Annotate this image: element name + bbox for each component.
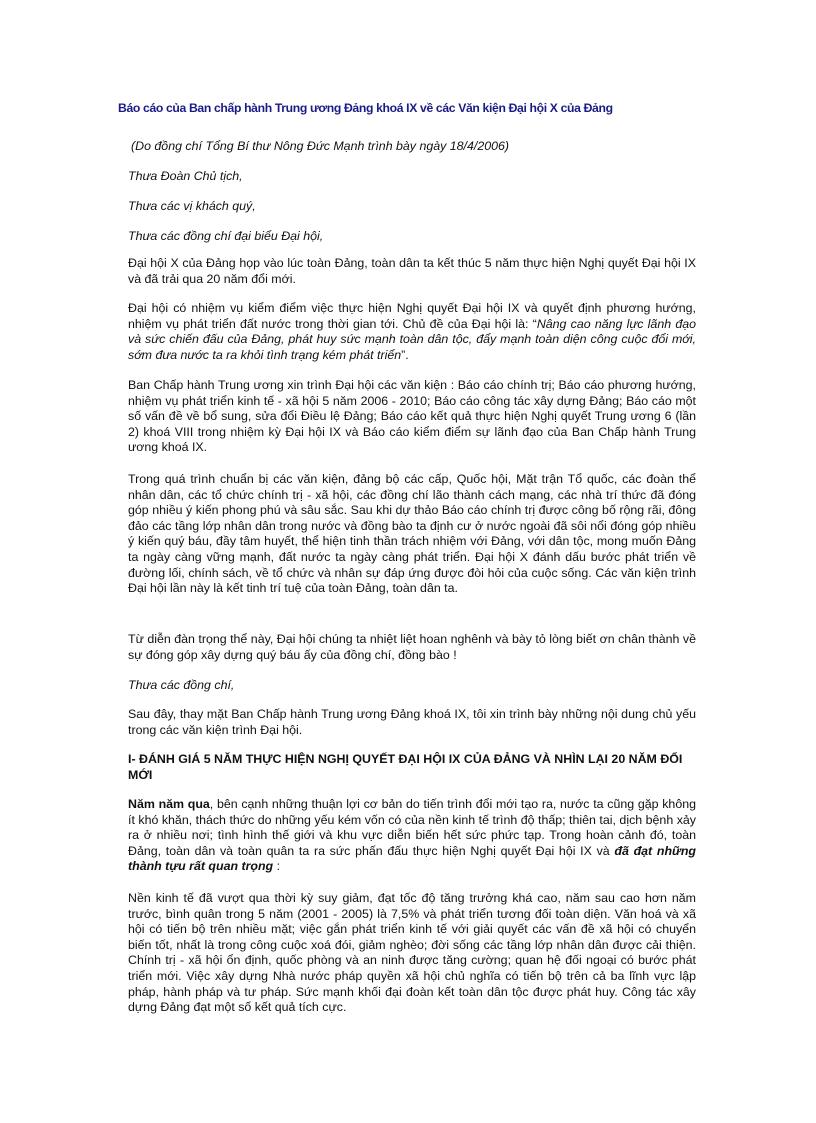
- paragraph-economy: Nền kinh tế đã vượt qua thời kỳ suy giảm, đạt tốc độ tăng trưởng khá cao, năm sau cao hơn năm trước, bình quân trong 5 năm (2001 - 2005) là 7,5% và phát triển tương đối toàn diện. Văn hoá và xã hội có tiến bộ trên nhiều mặt; việc gắn phát triển kinh tế với giải quyết các vấn đề xã hội có chuyển biến tốt, nhất là trong công cuộc xoá đói, giảm nghèo; đời sống các tầng lớp nhân dân được cải thiện. Chính trị - xã hội ổn định, quốc phòng và an ninh được tăng cường; quan hệ đối ngoại có bước phát triển mới. Việc xây dựng Nhà nước pháp quyền xã hội chủ nghĩa có tiến bộ trên cả ba lĩnh vực lập pháp, hành pháp và tư pháp. Sức mạnh khối đại đoàn kết toàn dân tộc được phát huy. Công tác xây dựng Đảng đạt một số kết quả tích cực.: [128, 891, 696, 1015]
- paragraph-gratitude: Từ diễn đàn trọng thể này, Đại hội chúng ta nhiệt liệt hoan nghênh và bày tỏ lòng biết ơn chân thành về sự đóng góp xây dựng quý báu ấy của đồng chí, đồng bào !: [128, 632, 696, 662]
- section-heading-1: I- ĐÁNH GIÁ 5 NĂM THỰC HIỆN NGHỊ QUYẾT ĐẠI HỘI IX CỦA ĐẢNG VÀ NHÌN LẠI 20 NĂM ĐỔI MỚI: [128, 752, 683, 782]
- greeting-guests: Thưa các vị khách quý,: [128, 199, 256, 213]
- paragraph-intro: Đại hội X của Đảng họp vào lúc toàn Đảng, toàn dân ta kết thúc 5 năm thực hiện Nghị quyết Đại hội IX và đã trải qua 20 năm đổi mới.: [128, 256, 696, 286]
- paragraph-five-years: [128, 797, 696, 875]
- greeting-comrades: Thưa các đồng chí,: [128, 678, 235, 692]
- paragraph-theme-lead: Đại hội có nhiệm vụ kiểm điểm việc thực hiện Nghị quyết Đại hội IX và quyết định phương hướng, nhiệm vụ phát triển đất nước trong thời gian tới. Chủ đề của Đại hội là: “: [128, 301, 696, 331]
- greeting-delegates: Thưa các đồng chí đại biểu Đại hội,: [128, 229, 324, 243]
- document-title: Báo cáo của Ban chấp hành Trung ương Đảng khoá IX về các Văn kiện Đại hội X của Đảng: [118, 101, 613, 115]
- five-years-body: , bên cạnh những thuận lợi cơ bản do tiến trình đổi mới tạo ra, nước ta cũng gặp không ít khó khăn, thách thức do những yếu kém vốn có của nền kinh tế trình độ thấp; thiên tai, dịch bệnh xảy ra ở nhiều nơi; tình hình thế giới và khu vực diễn biến hết sức phức tạp. Trong hoàn cảnh đó, toàn Đảng, toàn dân và toàn quân ta ra sức phấn đấu thực hiện Nghị quyết Đại hội IX và: [128, 797, 696, 858]
- congress-theme-text: Nâng cao năng lực lãnh đạo và sức chiến đấu của Đảng, phát huy sức mạnh toàn dân tộc, đẩy mạnh toàn diện công cuộc đổi mới, sớm đưa nước ta ra khỏi tình trạng kém phát triển: [128, 316, 697, 362]
- paragraph-documents-list: Ban Chấp hành Trung ương xin trình Đại hội các văn kiện : Báo cáo chính trị; Báo cáo phương hướng, nhiệm vụ phát triển kinh tế - xã hội 5 năm 2006 - 2010; Báo cáo công tác xây dựng Đảng; Báo cáo một số vấn đề về bổ sung, sửa đổi Điều lệ Đảng; Báo cáo kết quả thực hiện Nghị quyết Trung ương 6 (lần 2) khoá VIII trong nhiệm kỳ Đại hội IX và Báo cáo kiểm điểm sự lãnh đạo của Ban Chấp hành Trung ương khoá IX.: [128, 378, 696, 455]
- five-years-tail: :: [273, 859, 281, 874]
- presenter-note: (Do đồng chí Tổng Bí thư Nông Đức Mạnh trình bày ngày 18/4/2006): [131, 139, 510, 153]
- paragraph-preparation: Trong quá trình chuẩn bị các văn kiện, đảng bộ các cấp, Quốc hội, Mặt trận Tổ quốc, các đoàn thể nhân dân, các tổ chức chính trị - xã hội, các đồng chí lão thành cách mạng, các nhà trí thức đã đóng góp nhiều ý kiến phong phú và sâu sắc. Sau khi dự thảo Báo cáo chính trị được công bố rộng rãi, đông đảo các tầng lớp nhân dân trong nước và đồng bào ta định cư ở nước ngoài đã sôi nổi đóng góp nhiều ý kiến quý báu, đầy tâm huyết, thể hiện tinh thần trách nhiệm với Đảng, với dân tộc, mong muốn Đảng ta ngày càng vững mạnh, đất nước ta ngày càng phát triển. Đại hội X đánh dấu bước phát triển về đường lối, chính sách, về tổ chức và nhân sự đáp ứng được đòi hỏi của cuộc sống. Các văn kiện trình Đại hội lần này là kết tinh trí tuệ của toàn Đảng, toàn dân ta.: [128, 472, 696, 596]
- achievements-emphasis: đã đạt những thành tựu rất quan trọng: [128, 843, 696, 874]
- greeting-presidium: Thưa Đoàn Chủ tịch,: [128, 169, 243, 183]
- paragraph-theme: [128, 301, 696, 363]
- paragraph-theme-tail: ”.: [401, 347, 409, 362]
- five-years-lead: Năm năm qua: [128, 797, 210, 811]
- paragraph-presentation: Sau đây, thay mặt Ban Chấp hành Trung ương Đảng khoá IX, tôi xin trình bày những nội dung chủ yếu trong các văn kiện trình Đại hội.: [128, 707, 696, 737]
